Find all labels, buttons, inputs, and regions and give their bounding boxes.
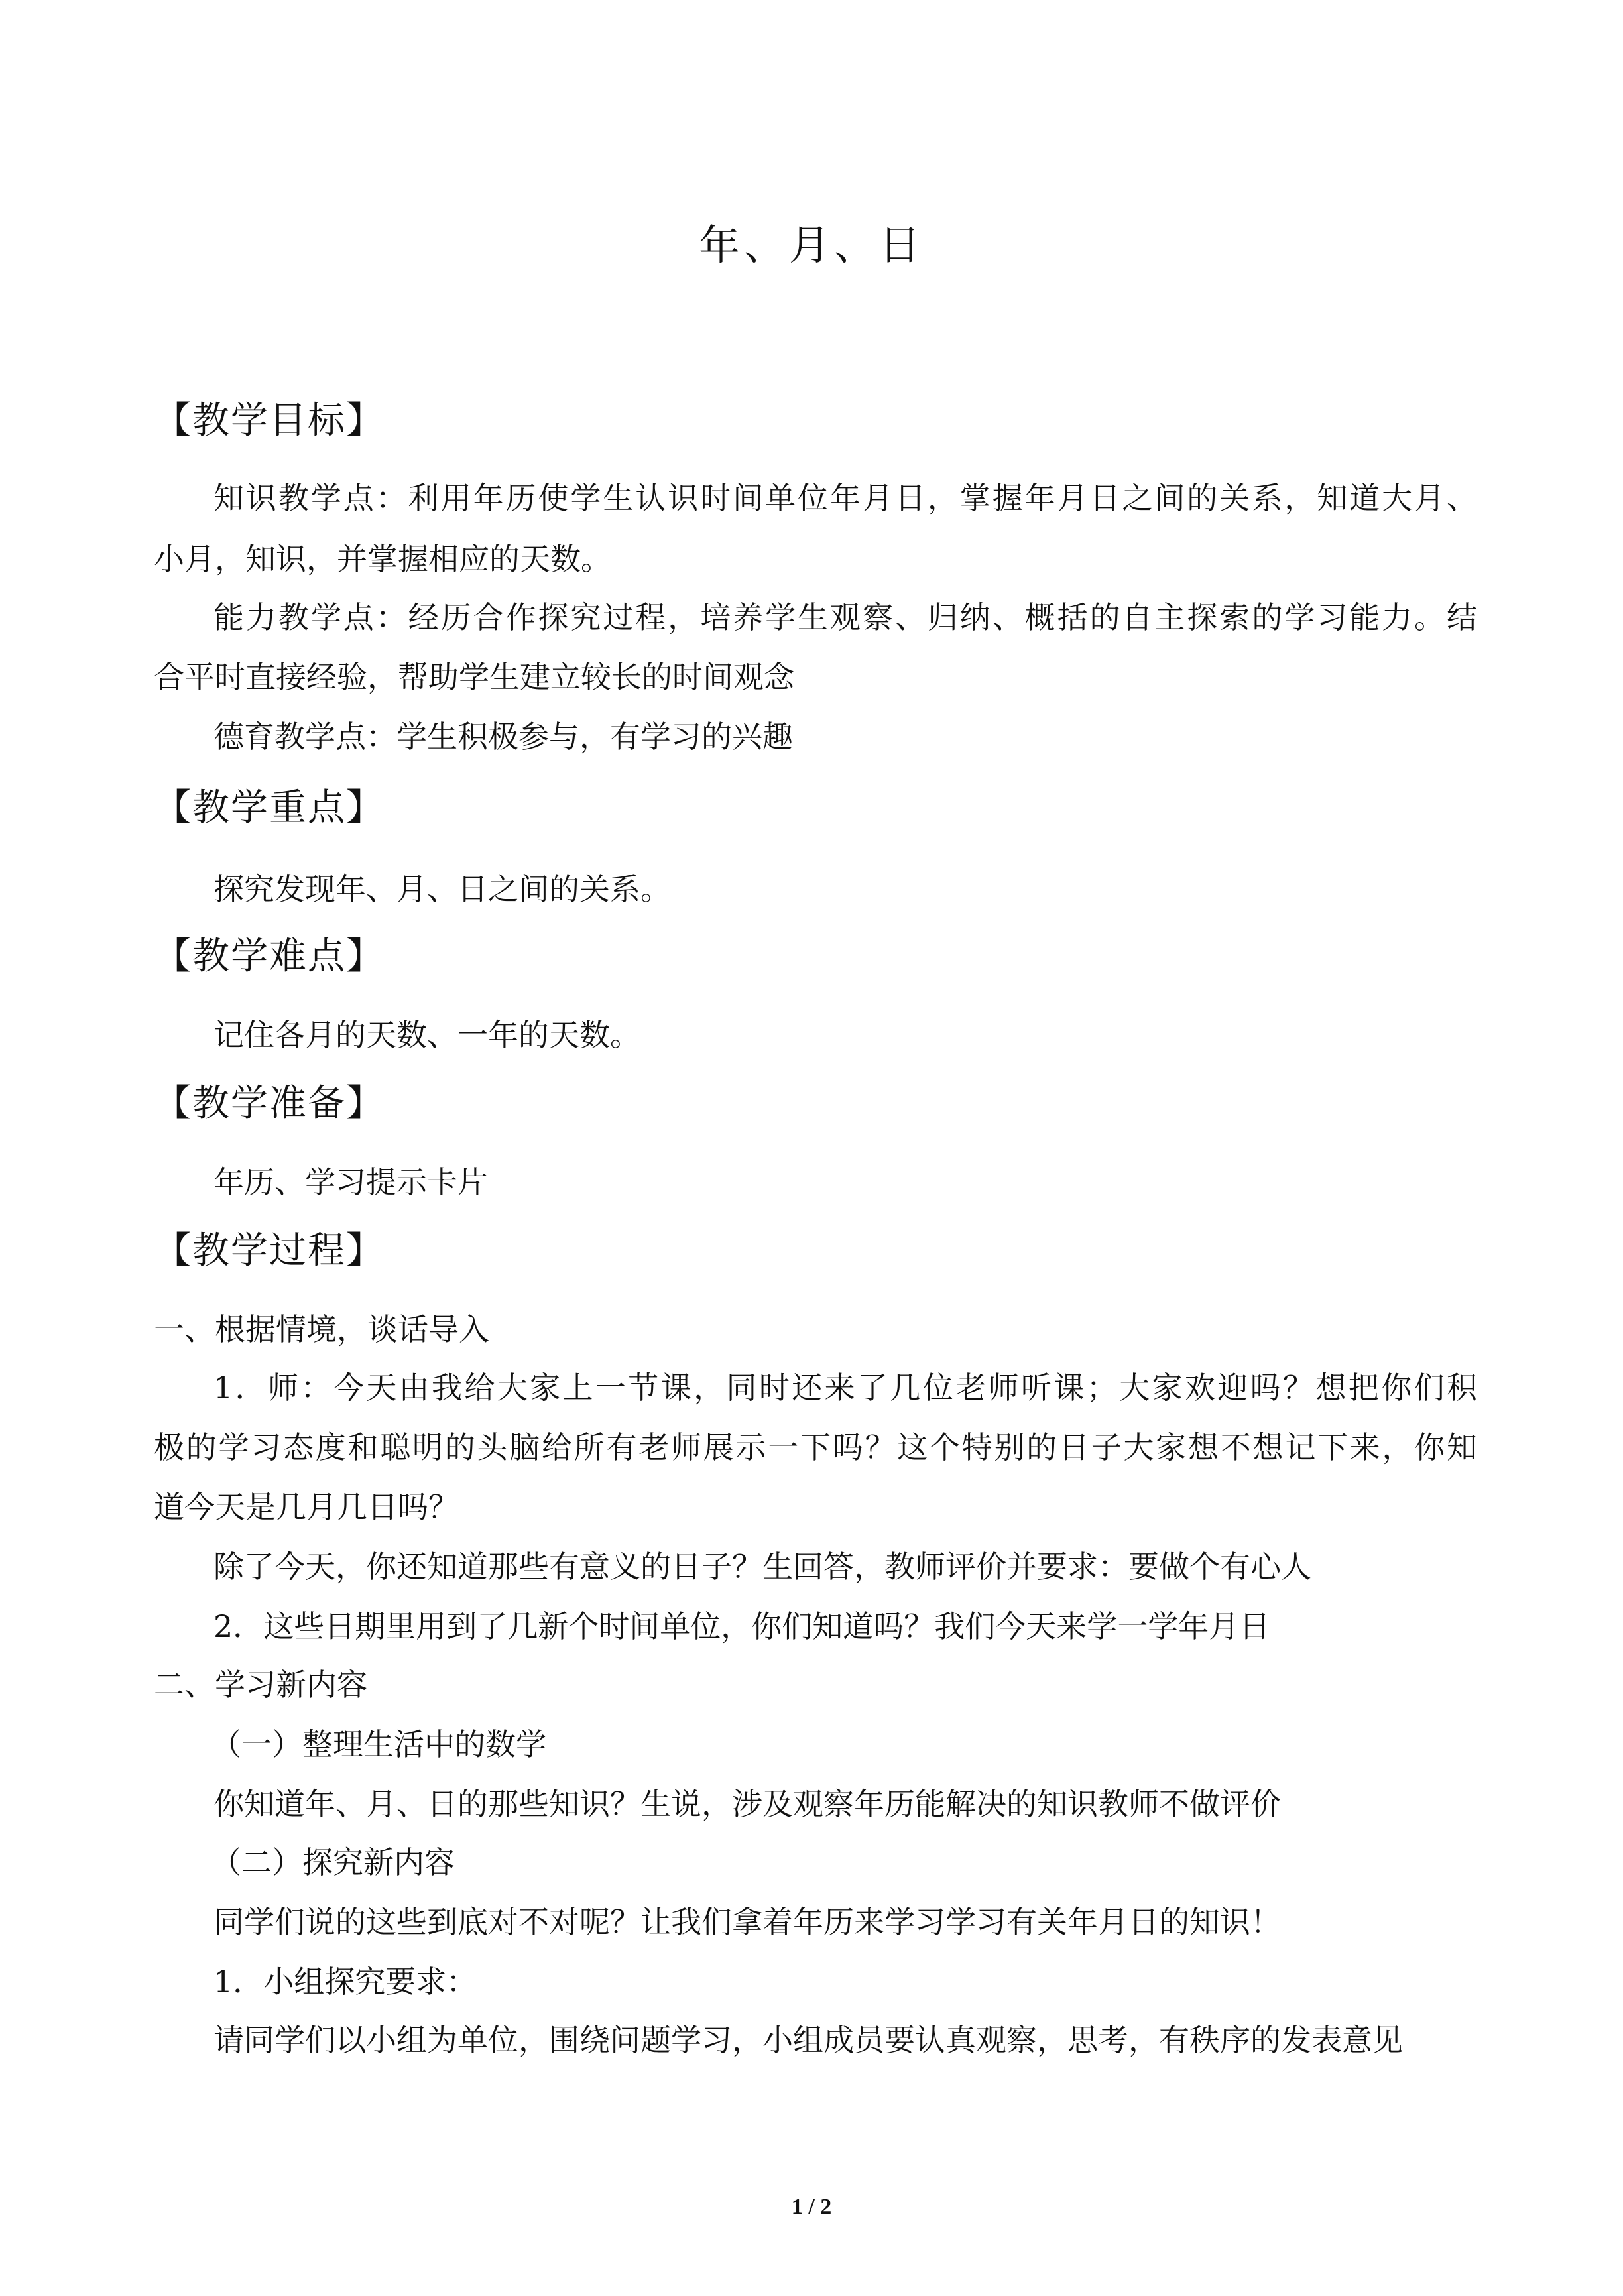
- paragraph-line: 能力教学点：经历合作探究过程，培养学生观察、归纳、概括的自主探索的学习能力。结: [213, 599, 1477, 635]
- paragraph-line: 合平时直接经验，帮助学生建立较长的时间观念: [154, 659, 794, 695]
- paragraph-line: 道今天是几月几日吗？: [154, 1489, 459, 1525]
- paragraph-line: 1．小组探究要求：: [213, 1964, 477, 2000]
- paragraph-line: 德育教学点：学生积极参与，有学习的兴趣: [213, 719, 793, 755]
- part-heading: 一、根据情境，谈话导入: [154, 1311, 489, 1347]
- page-title: 年、月、日: [698, 221, 924, 269]
- paragraph-line: 记住各月的天数、一年的天数。: [213, 1017, 640, 1053]
- paragraph-line: 同学们说的这些到底对不对呢？让我们拿着年历来学习学习有关年月日的知识！: [213, 1904, 1281, 1940]
- section-heading-key: 【教学重点】: [154, 786, 385, 829]
- paragraph-line: 2．这些日期里用到了几新个时间单位，你们知道吗？我们今天来学一学年月日: [213, 1608, 1270, 1644]
- section-heading-preparation: 【教学准备】: [154, 1082, 385, 1125]
- paragraph-line: 探究发现年、月、日之间的关系。: [213, 871, 671, 907]
- section-heading-objectives: 【教学目标】: [154, 399, 385, 442]
- paragraph-line: 知识教学点：利用年历使学生认识时间单位年月日，掌握年月日之间的关系，知道大月、: [213, 480, 1477, 516]
- page-number: 1 / 2: [791, 2195, 832, 2219]
- part-heading: 二、学习新内容: [154, 1667, 367, 1703]
- paragraph-line: 你知道年、月、日的那些知识？生说，涉及观察年历能解决的知识教师不做评价: [213, 1786, 1281, 1822]
- subsection-heading: （二）探究新内容: [211, 1844, 455, 1880]
- subsection-heading: （一）整理生活中的数学: [211, 1726, 546, 1762]
- paragraph-line: 极的学习态度和聪明的头脑给所有老师展示一下吗？这个特别的日子大家想不想记下来，你知: [154, 1429, 1477, 1465]
- paragraph-line: 1．师：今天由我给大家上一节课，同时还来了几位老师听课；大家欢迎吗？想把你们积: [213, 1370, 1477, 1406]
- section-heading-difficulty: 【教学难点】: [154, 935, 385, 978]
- paragraph-line: 除了今天，你还知道那些有意义的日子？生回答，教师评价并要求：要做个有心人: [213, 1549, 1311, 1585]
- paragraph-line: 小月，知识，并掌握相应的天数。: [154, 541, 611, 577]
- paragraph-line: 请同学们以小组为单位，围绕问题学习，小组成员要认真观察，思考，有秩序的发表意见: [213, 2022, 1403, 2058]
- section-heading-process: 【教学过程】: [154, 1229, 385, 1272]
- paragraph-line: 年历、学习提示卡片: [213, 1164, 488, 1200]
